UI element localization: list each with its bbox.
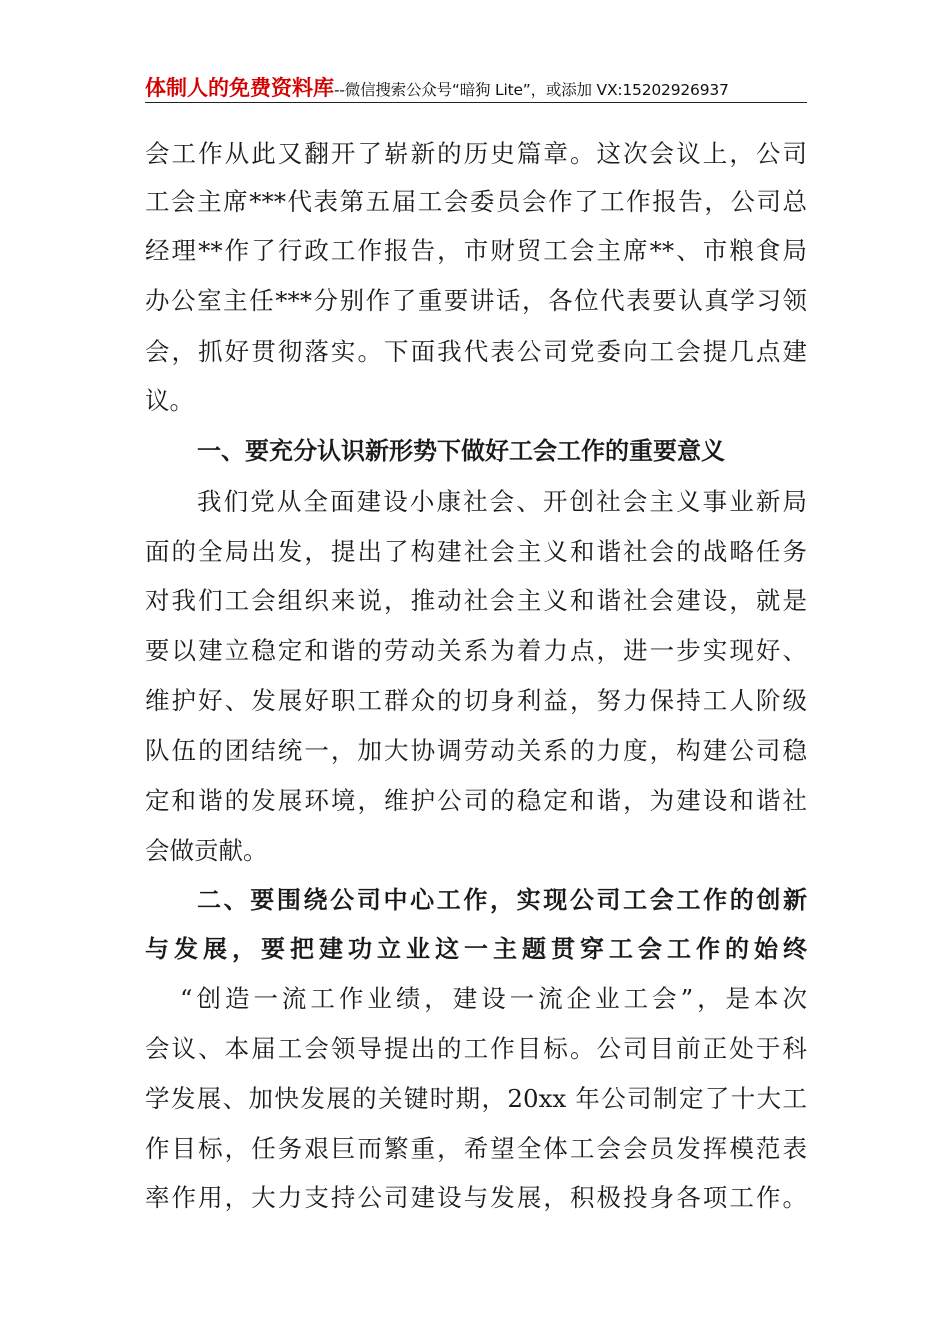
paragraph-line: 工会主席***代表第五届工会委员会作了工作报告，公司总 xyxy=(145,187,807,216)
paragraph-line: 面的全局出发，提出了构建社会主义和谐社会的战略任务 xyxy=(145,537,807,566)
paragraph-line: 会做贡献。 xyxy=(145,836,268,865)
page-header xyxy=(145,72,807,103)
paragraph-line: 对我们工会组织来说，推动社会主义和谐社会建设，就是 xyxy=(145,586,807,615)
paragraph-line: 会议、本届工会领导提出的工作目标。公司目前正处于科 xyxy=(145,1034,807,1063)
paragraph-line: 维护好、发展好职工群众的切身利益，努力保持工人阶级 xyxy=(145,686,807,715)
paragraph-line: 作目标，任务艰巨而繁重，希望全体工会会员发挥模范表 xyxy=(145,1134,807,1163)
section-heading-2-cont: 与发展，要把建功立业这一主题贯穿工会工作的始终 xyxy=(145,935,807,963)
header-info: --微信搜索公众号“暗狗 Lite”，或添加 VX:15202926937 xyxy=(334,81,729,99)
section-heading-2: 二、要围绕公司中心工作，实现公司工会工作的创新 xyxy=(197,886,807,914)
paragraph-line: 经理**作了行政工作报告，市财贸工会主席**、市粮食局 xyxy=(145,236,807,265)
paragraph-line: 我们党从全面建设小康社会、开创社会主义事业新局 xyxy=(197,487,807,516)
paragraph-line: 办公室主任***分别作了重要讲话，各位代表要认真学习领 xyxy=(145,286,807,315)
paragraph-line: 议。 xyxy=(145,386,194,415)
section-heading-1: 一、要充分认识新形势下做好工会工作的重要意义 xyxy=(197,437,725,465)
paragraph-line: 定和谐的发展环境，维护公司的稳定和谐，为建设和谐社 xyxy=(145,786,807,815)
paragraph-line: 队伍的团结统一，加大协调劳动关系的力度，构建公司稳 xyxy=(145,736,807,765)
paragraph-line: 会工作从此又翻开了崭新的历史篇章。这次会议上，公司 xyxy=(145,139,807,168)
header-brand: 体制人的免费资料库 xyxy=(145,76,334,100)
paragraph-line: 学发展、加快发展的关键时期，20xx 年公司制定了十大工 xyxy=(145,1084,807,1113)
paragraph-line: 率作用，大力支持公司建设与发展，积极投身各项工作。 xyxy=(145,1183,807,1212)
paragraph-line: 要以建立稳定和谐的劳动关系为着力点，进一步实现好、 xyxy=(145,636,807,665)
paragraph-line: 会，抓好贯彻落实。下面我代表公司党委向工会提几点建 xyxy=(145,337,807,366)
paragraph-line: “创造一流工作业绩，建设一流企业工会”，是本次 xyxy=(180,984,807,1013)
